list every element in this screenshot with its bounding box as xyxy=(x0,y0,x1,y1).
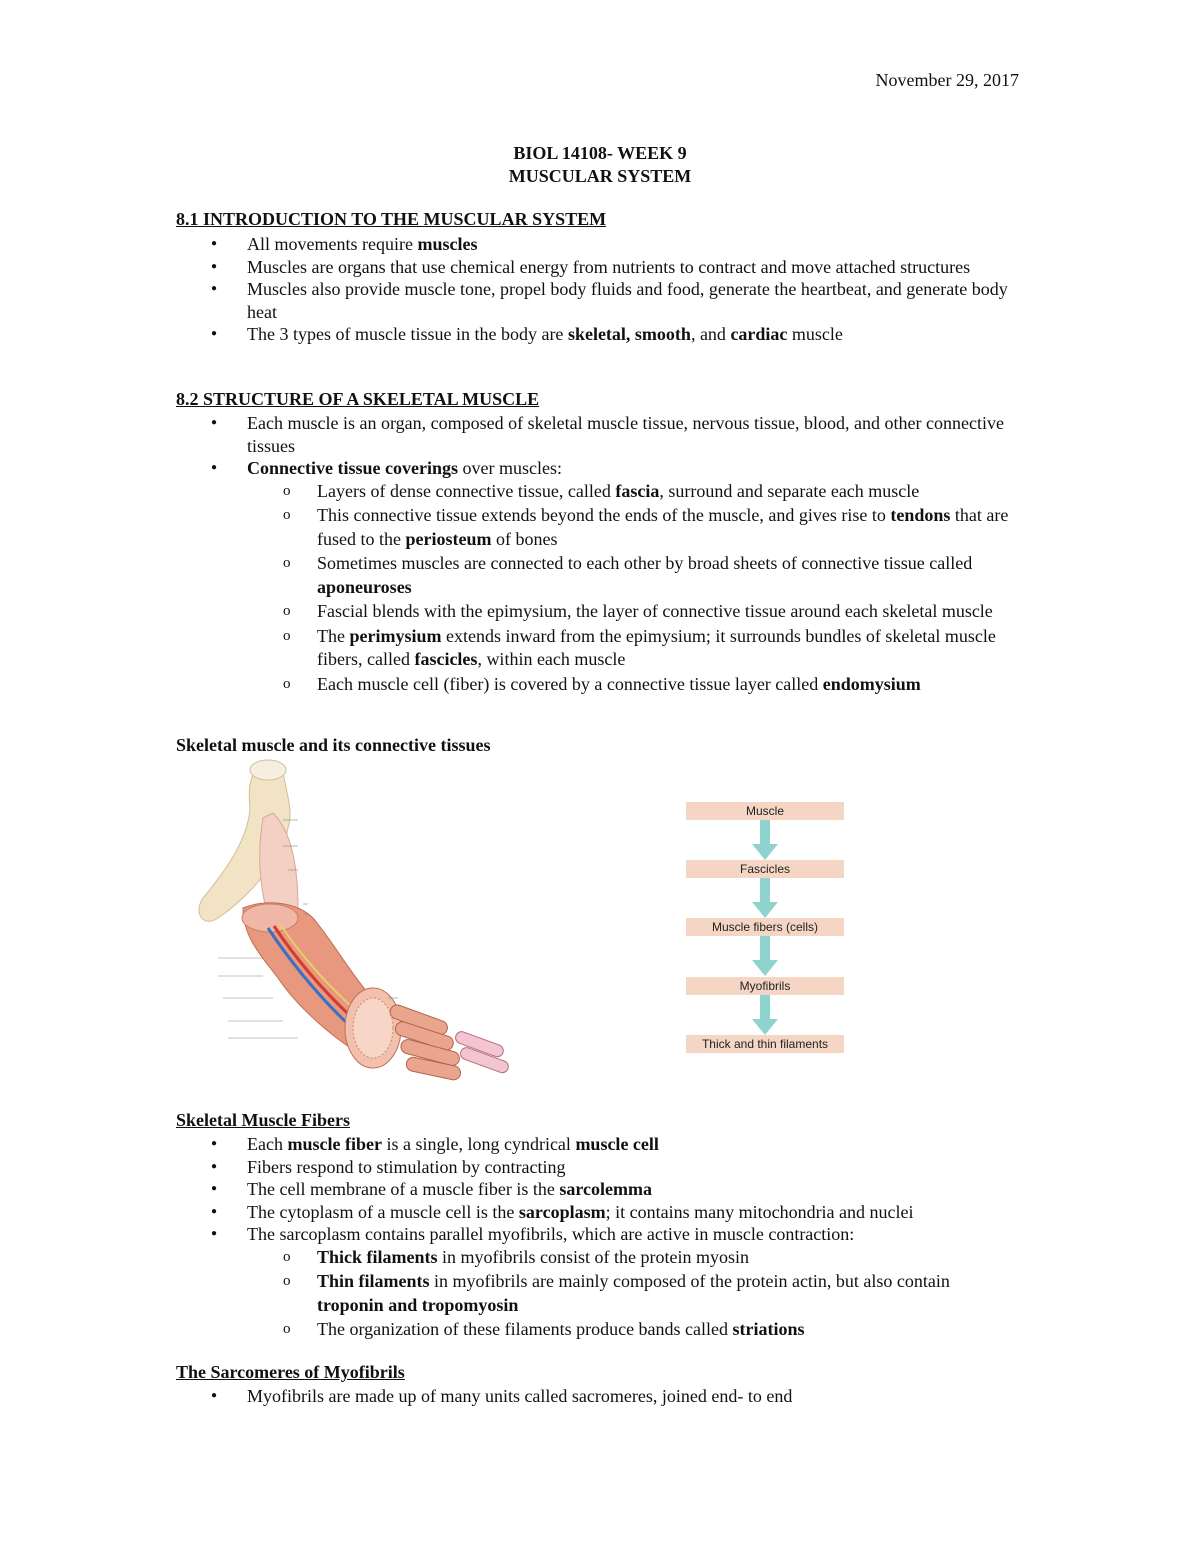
section-8-2-list xyxy=(176,412,1016,697)
sarcomeres-heading: The Sarcomeres of Myofibrils xyxy=(176,1362,405,1382)
skeletal-muscle-fibers-list xyxy=(176,1133,1016,1343)
course-title: BIOL 14108- WEEK 9 xyxy=(513,143,687,163)
list-item: ● Muscles also provide muscle tone, propel body fluids and food, generate the heartbeat, and generate body heat xyxy=(176,278,1016,323)
down-arrow-icon xyxy=(752,820,778,860)
muscle-anatomy-svg xyxy=(188,758,528,1088)
sub-list xyxy=(247,1246,1016,1342)
muscle-hierarchy-flowchart xyxy=(686,800,844,1060)
sub-list-item: o The organization of these filaments produce bands called striations xyxy=(247,1318,1016,1342)
sub-list-item: o Layers of dense connective tissue, called fascia, surround and separate each muscle xyxy=(247,480,1016,504)
skeletal-muscle-fibers-heading: Skeletal Muscle Fibers xyxy=(176,1110,350,1130)
list-item: ● Muscles are organs that use chemical energy from nutrients to contract and move attached structures xyxy=(176,256,1016,279)
section-8-2-heading: 8.2 STRUCTURE OF A SKELETAL MUSCLE xyxy=(176,389,540,409)
section-8-1-heading: 8.1 INTRODUCTION TO THE MUSCULAR SYSTEM xyxy=(176,209,607,229)
flow-step-muscle: Muscle xyxy=(686,802,844,820)
sarcomeres-list xyxy=(176,1385,1016,1408)
list-item: ● The sarcoplasm contains parallel myofibrils, which are active in muscle contraction: o Thick filaments in myofibrils consist of the protein myosin o Thin filaments in myofibrils are mainly composed of the protein actin, but also contain troponin and tropomyosin o The organization of these filaments produce bands called striations xyxy=(176,1223,1016,1342)
sub-list-item: o Sometimes muscles are connected to each other by broad sheets of connective tissue called aponeuroses xyxy=(247,552,1016,599)
list-item: ● The cell membrane of a muscle fiber is the sarcolemma xyxy=(176,1178,1016,1201)
flow-step-filaments: Thick and thin filaments xyxy=(686,1035,844,1053)
list-item: ● Each muscle is an organ, composed of skeletal muscle tissue, nervous tissue, blood, and other connective tissues xyxy=(176,412,1016,457)
muscle-anatomy-illustration xyxy=(188,758,528,1088)
list-item: ● All movements require muscles xyxy=(176,233,1016,256)
list-item: ● Each muscle fiber is a single, long cyndrical muscle cell xyxy=(176,1133,1016,1156)
document-date: November 29, 2017 xyxy=(875,70,1019,90)
flow-step-myofibrils: Myofibrils xyxy=(686,977,844,995)
list-item: ● Connective tissue coverings over muscles: o Layers of dense connective tissue, called fascia, surround and separate each muscle o This connective tissue extends beyond the ends of the muscle, and gives rise to tendons that are fused to the periosteum of bones o Sometimes muscles are connected to each other by broad sheets of connective tissue called aponeuroses o Fascial blends with the epimysium, the layer of connective tissue around each skeletal muscle o The perimysium extends inward from the epimysium; it surrounds bundles of skeletal muscle fibers, called fascicles, within each muscle o Each muscle cell (fiber) is covered by a connective tissue layer called endomysium xyxy=(176,457,1016,696)
section-8-1-list xyxy=(176,233,1016,346)
flow-step-muscle-fibers: Muscle fibers (cells) xyxy=(686,918,844,936)
sub-list-item: o Fascial blends with the epimysium, the layer of connective tissue around each skeletal muscle xyxy=(247,600,1016,624)
list-item: ● Fibers respond to stimulation by contracting xyxy=(176,1156,1016,1179)
sub-list-item: o The perimysium extends inward from the epimysium; it surrounds bundles of skeletal muscle fibers, called fascicles, within each muscle xyxy=(247,625,1016,672)
sub-list-item: o Thick filaments in myofibrils consist of the protein myosin xyxy=(247,1246,1016,1270)
sub-list-item: o This connective tissue extends beyond the ends of the muscle, and gives rise to tendons that are fused to the periosteum of bones xyxy=(247,504,1016,551)
figure-caption: Skeletal muscle and its connective tissues xyxy=(176,735,491,755)
topic-title: MUSCULAR SYSTEM xyxy=(508,166,692,186)
flow-step-fascicles: Fascicles xyxy=(686,860,844,878)
down-arrow-icon xyxy=(752,995,778,1035)
sub-list-item: o Each muscle cell (fiber) is covered by a connective tissue layer called endomysium xyxy=(247,673,1016,697)
list-item: ● The 3 types of muscle tissue in the body are skeletal, smooth, and cardiac muscle xyxy=(176,323,1016,346)
sub-list-item: o Thin filaments in myofibrils are mainly composed of the protein actin, but also contain troponin and tropomyosin xyxy=(247,1270,1016,1317)
down-arrow-icon xyxy=(752,878,778,918)
down-arrow-icon xyxy=(752,936,778,976)
list-item: ● Myofibrils are made up of many units called sacromeres, joined end- to end xyxy=(176,1385,1016,1408)
sub-list xyxy=(247,480,1016,697)
list-item: ● The cytoplasm of a muscle cell is the sarcoplasm; it contains many mitochondria and nuclei xyxy=(176,1201,1016,1224)
